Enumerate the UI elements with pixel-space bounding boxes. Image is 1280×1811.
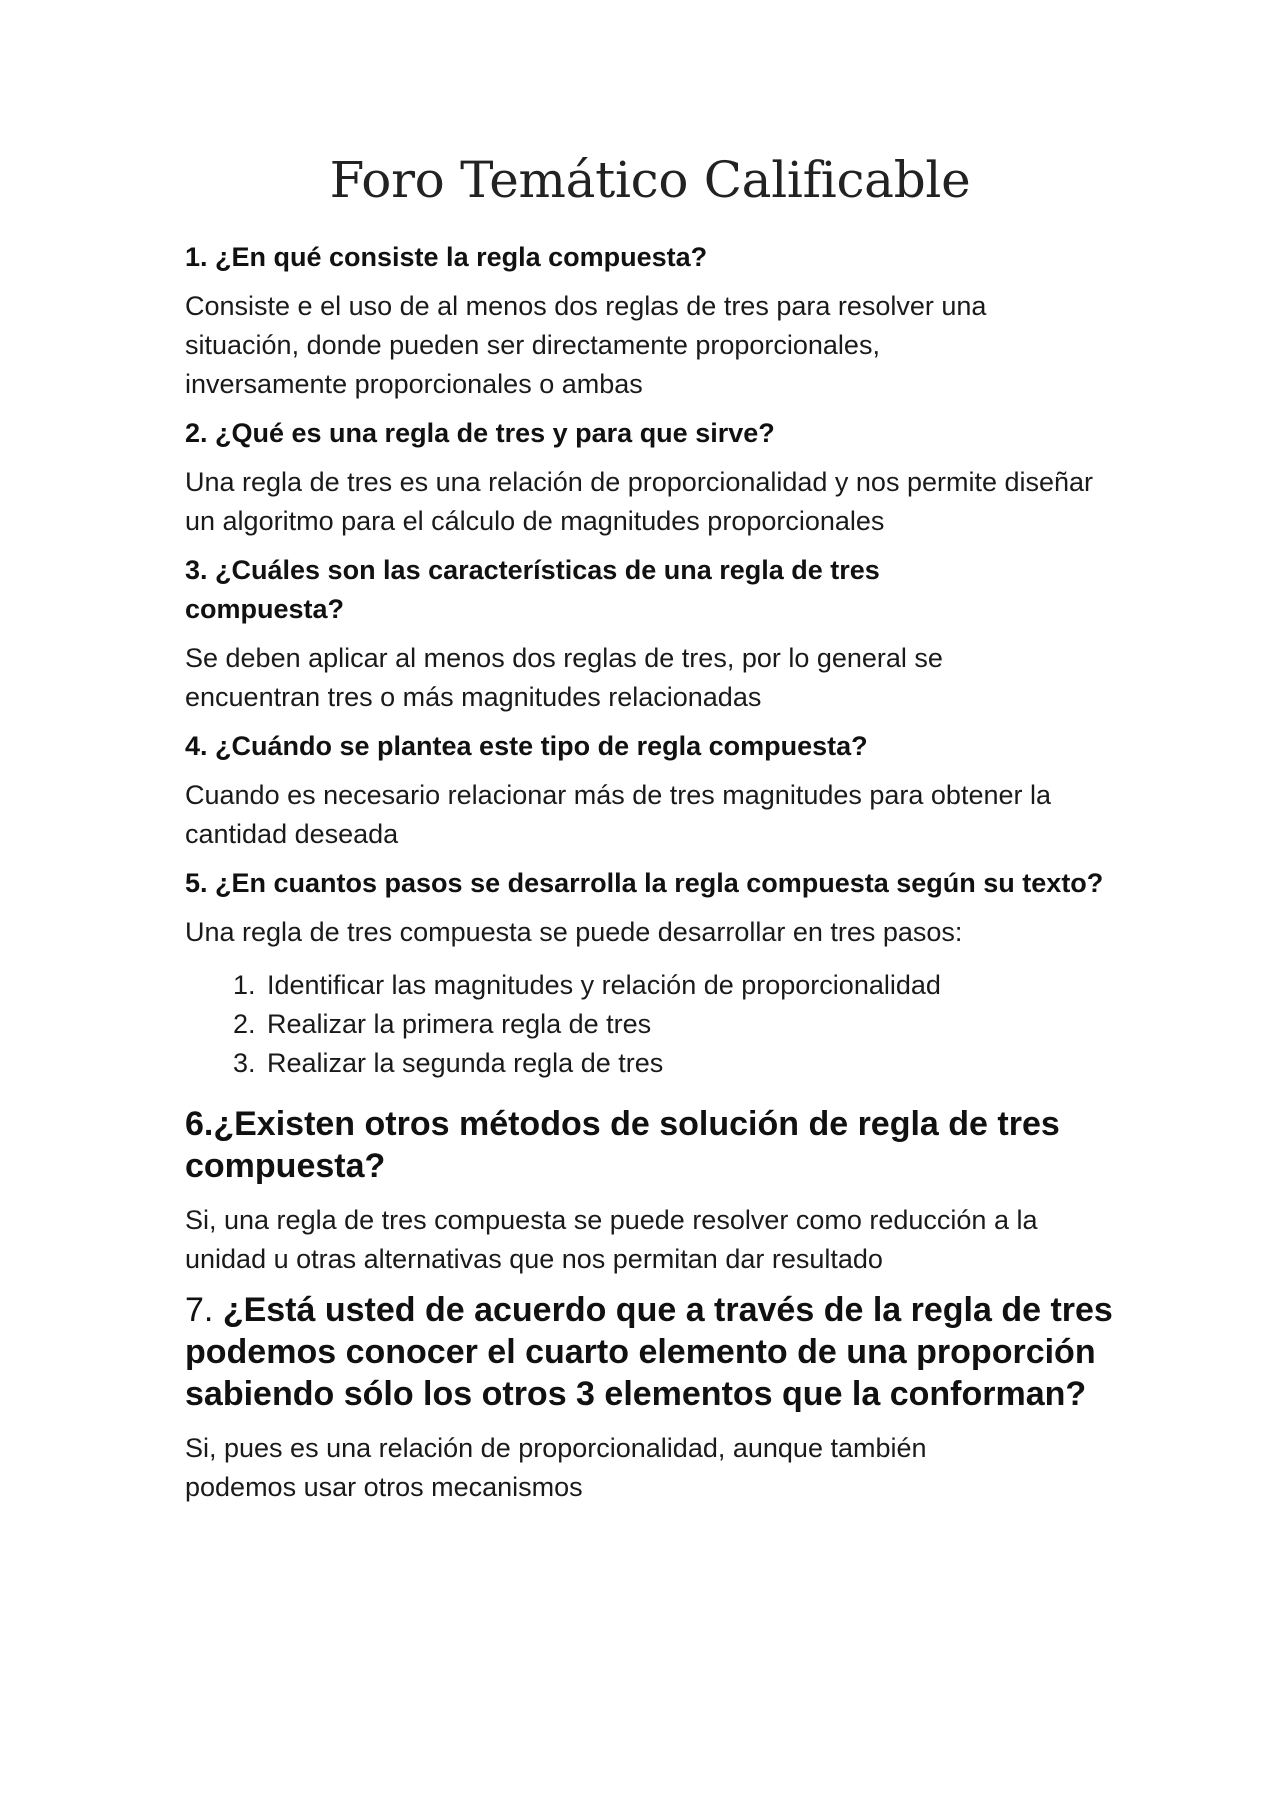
question-7 [185, 1289, 1115, 1415]
list-item: 2. Realizar la primera regla de tres [263, 1005, 1115, 1044]
question-7-text: ¿Está usted de acuerdo que a través de la regla de tres podemos conocer el cuarto elemento de una proporción sabiendo sólo los otros 3 elementos que la conforman? [185, 1291, 1113, 1413]
answer-5: Una regla de tres compuesta se puede desarrollar en tres pasos: [185, 917, 963, 947]
answer-3: Se deben aplicar al menos dos reglas de tres, por lo general se encuentran tres o más magnitudes relacionadas [185, 643, 943, 712]
answer-1: Consiste e el uso de al menos dos reglas de tres para resolver una situación, donde pueden ser directamente proporcionales, inversamente proporcionales o ambas [185, 291, 987, 399]
question-4: 4. ¿Cuándo se plantea este tipo de regla compuesta? [185, 731, 868, 761]
question-3: 3. ¿Cuáles son las características de una regla de tres compuesta? [185, 555, 880, 624]
question-5: 5. ¿En cuantos pasos se desarrolla la regla compuesta según su texto? [185, 868, 1104, 898]
answer-7: Si, pues es una relación de proporcionalidad, aunque también podemos usar otros mecanismos [185, 1433, 927, 1502]
answer-6: Si, una regla de tres compuesta se puede resolver como reducción a la unidad u otras alternativas que nos permitan dar resultado [185, 1205, 1038, 1274]
question-6: 6.¿Existen otros métodos de solución de regla de tres compuesta? [185, 1105, 1060, 1185]
question-1: 1. ¿En qué consiste la regla compuesta? [185, 242, 708, 272]
document-content [185, 150, 1115, 1517]
list-item: 1. Identificar las magnitudes y relación de proporcionalidad [263, 966, 1115, 1005]
steps-list [185, 966, 1115, 1083]
page-title: Foro Temático Calificable [329, 151, 971, 209]
question-2: 2. ¿Qué es una regla de tres y para que sirve? [185, 418, 775, 448]
list-item: 3. Realizar la segunda regla de tres [263, 1044, 1115, 1083]
answer-2: Una regla de tres es una relación de proporcionalidad y nos permite diseñar un algoritmo para el cálculo de magnitudes proporcionales [185, 467, 1094, 536]
answer-4: Cuando es necesario relacionar más de tres magnitudes para obtener la cantidad deseada [185, 780, 1052, 849]
question-7-number: 7. [185, 1291, 214, 1329]
